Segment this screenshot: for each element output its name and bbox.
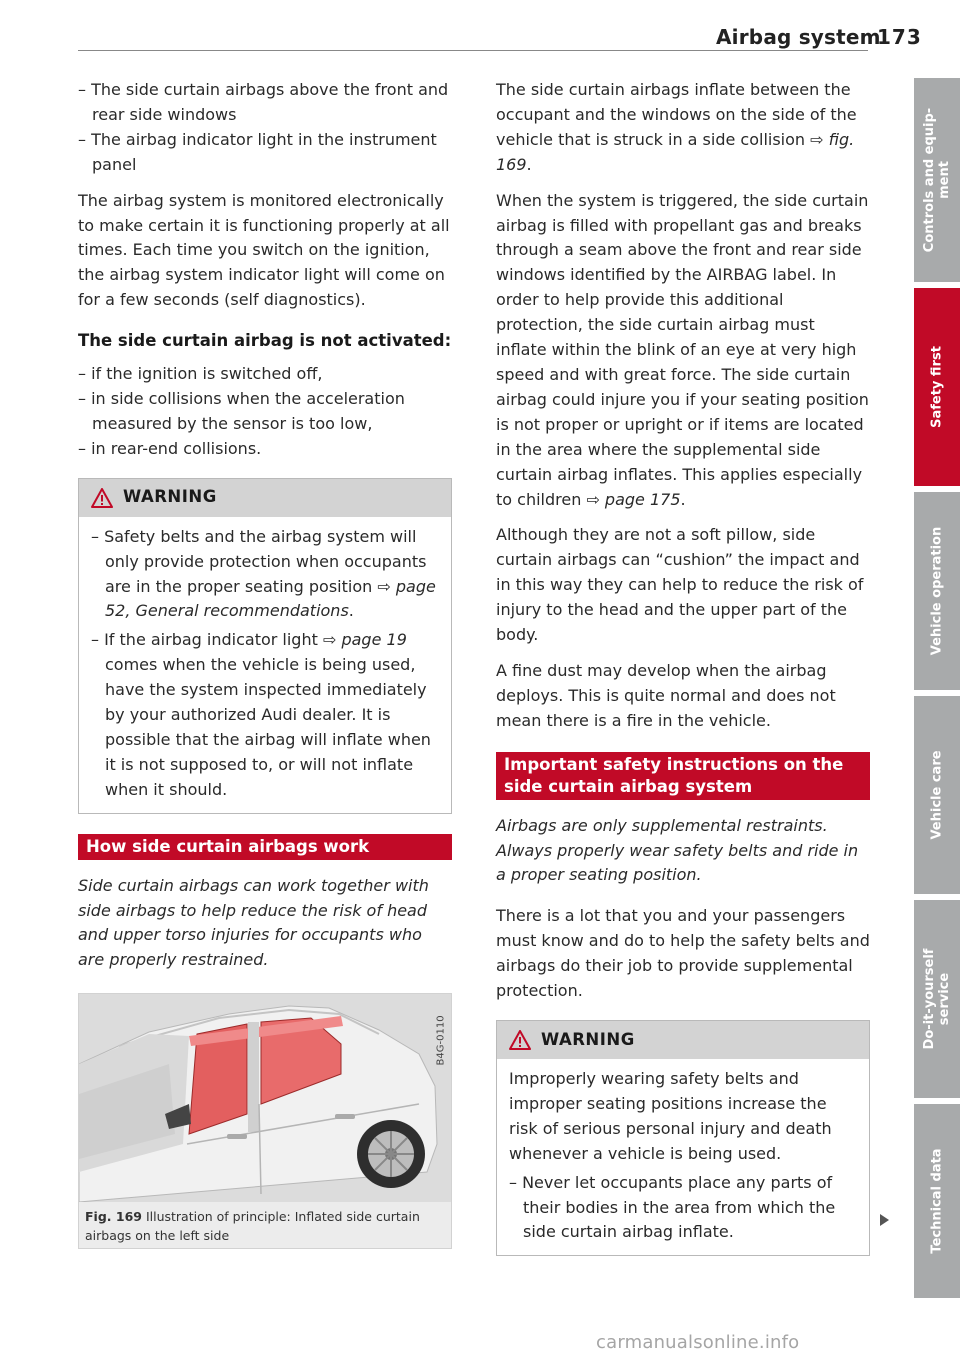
tab-do-it-yourself-service[interactable]: Do-it-yourself service: [914, 900, 960, 1098]
tab-safety-first[interactable]: Safety first: [914, 288, 960, 486]
figure-code: B4G-0110: [435, 1015, 447, 1066]
warning-paragraph: Improperly wearing safety belts and improper seating positions increase the risk of serious personal injury and death whenever a vehicle is being used.: [509, 1069, 832, 1163]
warning-body: [79, 517, 451, 813]
trigger-paragraph: When the system is triggered, the side curtain airbag is filled with propellant gas and breaks through a seam above the front and rear side windows identified by the AIRBAG label. In order to help provide this additional protection, the side curtain airbag must inflate within the blink of an eye at very high speed and with great force. The side curtain airbag could injure you if your seating position is not proper or upright or if items are located in the area where the supplemental side curtain airbag inflates. This applies especially to children ⇨ page 175.: [496, 190, 869, 509]
inflation-paragraph: The side curtain airbags inflate between the occupant and the windows on the side of the vehicle that is struck in a side collision ⇨ fig. 169.: [496, 80, 857, 174]
dust-paragraph: A fine dust may develop when the airbag deploys. This is quite normal and does not mean there is a fire in the vehicle.: [496, 660, 836, 730]
figure-169: [78, 993, 452, 1249]
not-activated-list: [78, 362, 452, 462]
header-rule: [78, 50, 868, 51]
car-airbag-illustration: [79, 994, 451, 1202]
section-heading: How side curtain airbags work: [78, 834, 452, 860]
warning-box: [78, 478, 452, 814]
warning-item: – If the airbag indicator light ⇨ page 19 comes when the vehicle is being used, have the system inspected immediately by your authorized Audi dealer. It is possible that the airbag will inflate when it is not supposed to, or will not inflate when it should.: [91, 630, 431, 799]
continued-arrow-icon: [880, 1214, 889, 1226]
warning-item: – Never let occupants place any parts of their bodies in the area from which the side curtain airbag inflate.: [509, 1172, 836, 1242]
list-item: – The side curtain airbags above the front and rear side windows: [78, 80, 449, 124]
tab-vehicle-operation[interactable]: Vehicle operation: [914, 492, 960, 690]
warning-body: [497, 1059, 869, 1255]
intro-list: [78, 78, 452, 178]
tab-technical-data[interactable]: Technical data: [914, 1104, 960, 1298]
tab-controls-and-equipment[interactable]: Controls and equip- ment: [914, 78, 960, 282]
warning-triangle-icon: [509, 1030, 531, 1050]
warning-header: [497, 1021, 869, 1059]
warning-title: WARNING: [541, 1029, 635, 1049]
section-heading: Important safety instructions on the side curtain airbag system: [496, 752, 870, 800]
cross-reference-link[interactable]: ⇨ fig. 169: [496, 129, 855, 174]
tab-vehicle-care[interactable]: Vehicle care: [914, 696, 960, 894]
figure-number: Fig. 169: [85, 1209, 142, 1225]
warning-box: [496, 1020, 870, 1256]
figure-caption: Fig. 169 Illustration of principle: Inflated side curtain airbags on the left side: [85, 1209, 420, 1244]
watermark: carmanualsonline.info: [596, 1332, 800, 1353]
right-column: [496, 78, 870, 1276]
left-column: [78, 78, 452, 1249]
list-item: – in rear-end collisions.: [78, 438, 262, 458]
not-activated-heading: The side curtain airbag is not activated:: [78, 331, 452, 351]
list-item: – The airbag indicator light in the instrument panel: [78, 129, 437, 174]
cross-reference-link[interactable]: ⇨ page 52, General recommendations: [105, 576, 436, 621]
list-item: – if the ignition is switched off,: [78, 364, 323, 384]
section-intro: Side curtain airbags can work together with side airbags to help reduce the risk of head and upper torso injuries for occupants who are properly restrained.: [78, 875, 429, 970]
section-intro: Airbags are only supplemental restraints. Always properly wear safety belts and ride in a proper seating position.: [496, 815, 859, 885]
warning-triangle-icon: [91, 488, 113, 508]
cross-reference-link[interactable]: ⇨ page 175: [586, 489, 681, 509]
cushion-paragraph: Although they are not a soft pillow, side curtain airbags can “cushion” the impact and in this way they can help to reduce the risk of injury to the head and the upper part of the body.: [496, 525, 864, 645]
warning-header: [79, 479, 451, 517]
warning-item: – Safety belts and the airbag system will only provide protection when occupants are in the proper seating position ⇨ page 52, General recommendations.: [91, 526, 436, 621]
page-number: 173: [877, 25, 922, 49]
cross-reference-link[interactable]: ⇨ page 19: [322, 630, 407, 650]
list-item: – in side collisions when the acceleration measured by the sensor is too low,: [78, 388, 405, 433]
warning-title: WARNING: [123, 487, 217, 507]
passengers-paragraph: There is a lot that you and your passengers must know and do to help the safety belts and airbags do their job to provide supplemental protection.: [496, 906, 870, 1001]
section-title-header: Airbag system: [716, 25, 881, 49]
monitor-paragraph: The airbag system is monitored electronically to make certain it is functioning properly at all times. Each time you switch on the ignition, the airbag system indicator light will come on for a few seconds (self diagnostics).: [78, 190, 450, 310]
